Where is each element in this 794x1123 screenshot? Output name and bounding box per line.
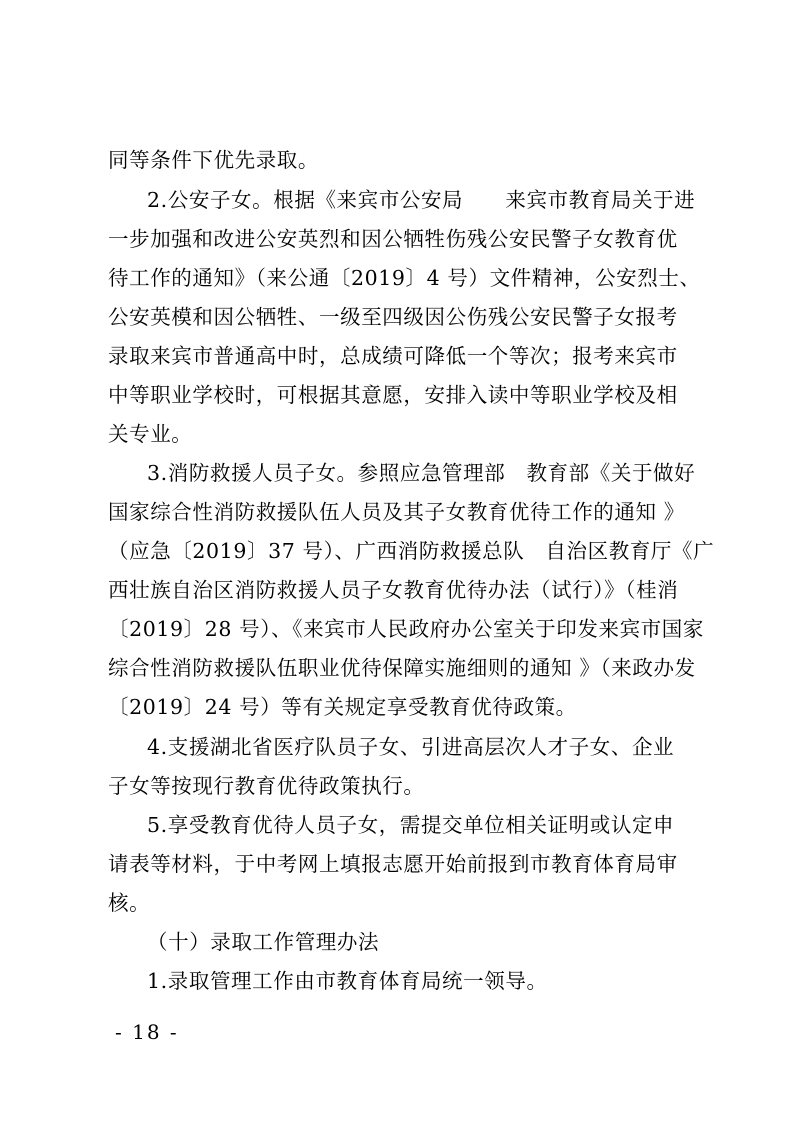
text-line: 〔2019〕24 号）等有关规定享受教育优待政策。 [108,695,577,719]
paragraph-police-children: 2.公安子女。根据《来宾市公安局 来宾市教育局关于进 [147,188,696,212]
text-line: 待工作的通知》（来公通〔2019〕4 号）文件精神，公安烈士、 [108,266,701,290]
text-line: 核。 [108,891,151,915]
paragraph-medical-team-children: 4.支援湖北省医疗队员子女、引进高层次人才子女、企业 [147,735,675,759]
text-line: （应急〔2019〕37 号）、广西消防救援总队 自治区教育厅《广 [108,539,715,563]
text-line: 〔2019〕28 号）、《来宾市人民政府办公室关于印发来宾市国家 [108,617,704,641]
paragraph-verification: 5.享受教育优待人员子女，需提交单位相关证明或认定申 [147,813,675,837]
text-line: 西壮族自治区消防救援人员子女教育优待办法（试行）》（桂消 [108,578,679,602]
text-line: 子女等按现行教育优待政策执行。 [108,774,425,798]
text-line: 国家综合性消防救援队伍人员及其子女教育优待工作的通知 》 [108,500,685,524]
section-heading: （十）录取工作管理办法 [147,930,380,954]
text-line: 同等条件下优先录取。 [108,148,319,172]
paragraph-fire-rescue-children: 3.消防救援人员子女。参照应急管理部 教育部《关于做好 [147,461,696,485]
text-line: 综合性消防救援队伍职业优待保障实施细则的通知 》（来政办发 [108,656,696,680]
text-line: 一步加强和改进公安英烈和因公牺牲伤残公安民警子女教育优 [108,227,678,251]
paragraph-admission-management: 1.录取管理工作由市教育体育局统一领导。 [147,969,548,993]
text-line: 关专业。 [108,422,193,446]
page-number: - 18 - [115,1020,179,1044]
text-line: 请表等材料，于中考网上填报志愿开始前报到市教育体育局审 [108,852,678,876]
text-line: 录取来宾市普通高中时，总成绩可降低一个等次；报考来宾市 [108,344,678,368]
text-line: 公安英模和因公牺牲、一级至四级因公伤残公安民警子女报考 [108,305,678,329]
text-line: 中等职业学校时，可根据其意愿，安排入读中等职业学校及相 [108,383,678,407]
